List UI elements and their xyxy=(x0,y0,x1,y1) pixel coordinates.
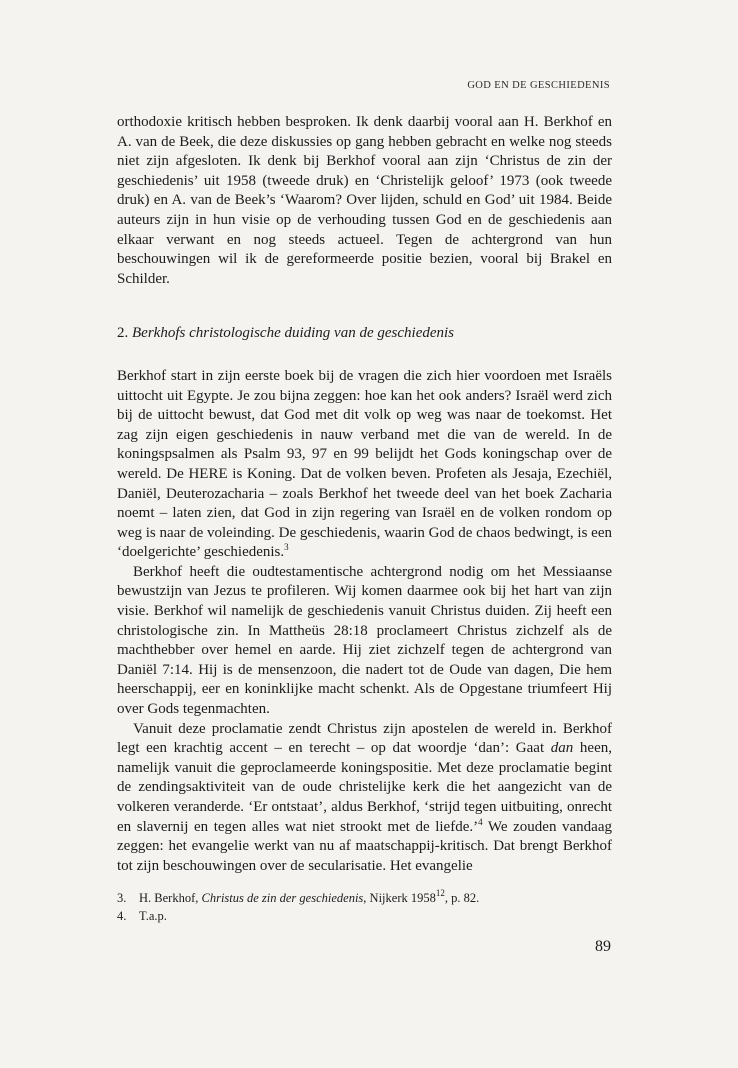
page-number: 89 xyxy=(595,938,611,955)
footnote-ref-3[interactable]: 3 xyxy=(284,542,289,553)
footnote-author: H. Berkhof, xyxy=(139,891,202,905)
footnote-4 xyxy=(117,907,612,925)
paragraph-3-emphasis: dan xyxy=(550,740,574,757)
section-number: 2. xyxy=(117,325,129,342)
paragraph-3-part-a: Vanuit deze proclamatie zendt Christus zijn apostelen de wereld in. Berkhof legt een krachtig accent – en terecht – op dat woordje ‘dan’: Gaat xyxy=(117,720,612,757)
intro-paragraph: orthodoxie kritisch hebben besproken. Ik denk daarbij vooral aan H. Berkhof en A. van de Beek, die deze diskussies op gang hebben gebracht en welke nog steeds niet zijn afgesloten. Ik denk bij Berkhof vooral aan zijn ‘Christus de zin der geschiedenis’ uit 1958 (tweede druk) en ‘Christelijk geloof’ 1973 (ook tweede druk) en A. van de Beek’s ‘Waarom? Over lijden, schuld en God’ uit 1984. Beide auteurs zijn in hun visie op de verhouding tussen God en de geschiedenis aan elkaar verwant en nog steeds actueel. Tegen de achtergrond van hun beschouwingen wil ik de gereformeerde positie bezien, vooral bij Brakel en Schilder. xyxy=(117,114,612,287)
footnote-text xyxy=(139,889,479,907)
footnotes xyxy=(117,889,612,925)
footnote-3 xyxy=(117,889,612,907)
footnote-place-year: , Nijkerk 1958 xyxy=(363,891,436,905)
footnote-title: Christus de zin der geschiedenis xyxy=(201,891,364,905)
paragraph-3-part-c: We zouden vandaag zeggen: het evangelie werkt van nu af maatschappij-kritisch. Dat brengt Berkhof tot zijn beschouwingen over de secularisatie. Het evangelie xyxy=(117,818,613,874)
paragraph-3-part-b: heen, namelijk vanuit die geproclameerde koningspositie. Met deze proclamatie begint de zendingsaktiviteit van de oude christelijke kerk die het aangezicht van de volkeren veranderde. ‘Er ontstaat’, aldus Berkhof, ‘strijd tegen uitbuiting, onrecht en slavernij en tegen alles wat niet strookt met de liefde.’ xyxy=(117,740,612,835)
section-heading xyxy=(117,324,612,344)
paragraph-1-text: Berkhof start in zijn eerste boek bij de vragen die zich hier voordoen met Israëls uittocht uit Egypte. Je zou bijna zeggen: hoe kan het ook anders? Israël werd zich bij de uittocht bewust, dat God met dit volk op weg was naar de toekomst. Het zag zijn eigen geschiedenis in nauw verband met die van de wereld. In de koningspsalmen als Psalm 93, 97 en 99 belijdt het Gods koningschap over de wereld. De HERE is Koning. Dat de volken beven. Profeten als Jesaja, Ezechiël, Daniël, Deuterozacharia – zoals Berkhof het tweede deel van het boek Zacharia noemt – laten zien, dat God in zijn regering van Israël en de volken rondom op weg is naar de voleinding. De geschiedenis, waarin God de chaos bedwingt, is een ‘doelgerichte’ geschiedenis. xyxy=(117,367,612,561)
paragraph-1 xyxy=(117,367,612,563)
footnote-page: , p. 82. xyxy=(444,891,480,905)
footnote-number: 3. xyxy=(117,891,127,905)
body-text xyxy=(117,113,612,876)
footnote-ref-4[interactable]: 4 xyxy=(478,816,483,827)
footnote-text: T.a.p. xyxy=(139,909,167,923)
running-head: GOD EN DE GESCHIEDENIS xyxy=(467,80,610,91)
paragraph-2: Berkhof heeft die oudtestamentische achtergrond nodig om het Messiaanse bewustzijn van Jezus te profileren. Wij komen daarmee ook bij het hart van zijn visie. Berkhof wil namelijk de geschiedenis vanuit Christus duiden. Zij heeft een christologische zin. In Mattheüs 28:18 proclameert Christus zichzelf als de machthebber over hemel en aarde. Hij ziet zichzelf tegen de achtergrond van Daniël 7:14. Hij is de mensenzoon, die nadert tot de Oude van dagen, Die hem heerschappij, eer en koninklijke macht schenkt. Als de Opgestane triumfeert Hij over Gods tegenmachten. xyxy=(117,563,612,718)
footnote-edition: 12 xyxy=(435,888,445,898)
paragraph-3 xyxy=(117,720,612,877)
footnote-number: 4. xyxy=(117,909,127,923)
section-title: Berkhofs christologische duiding van de geschiedenis xyxy=(132,325,455,342)
